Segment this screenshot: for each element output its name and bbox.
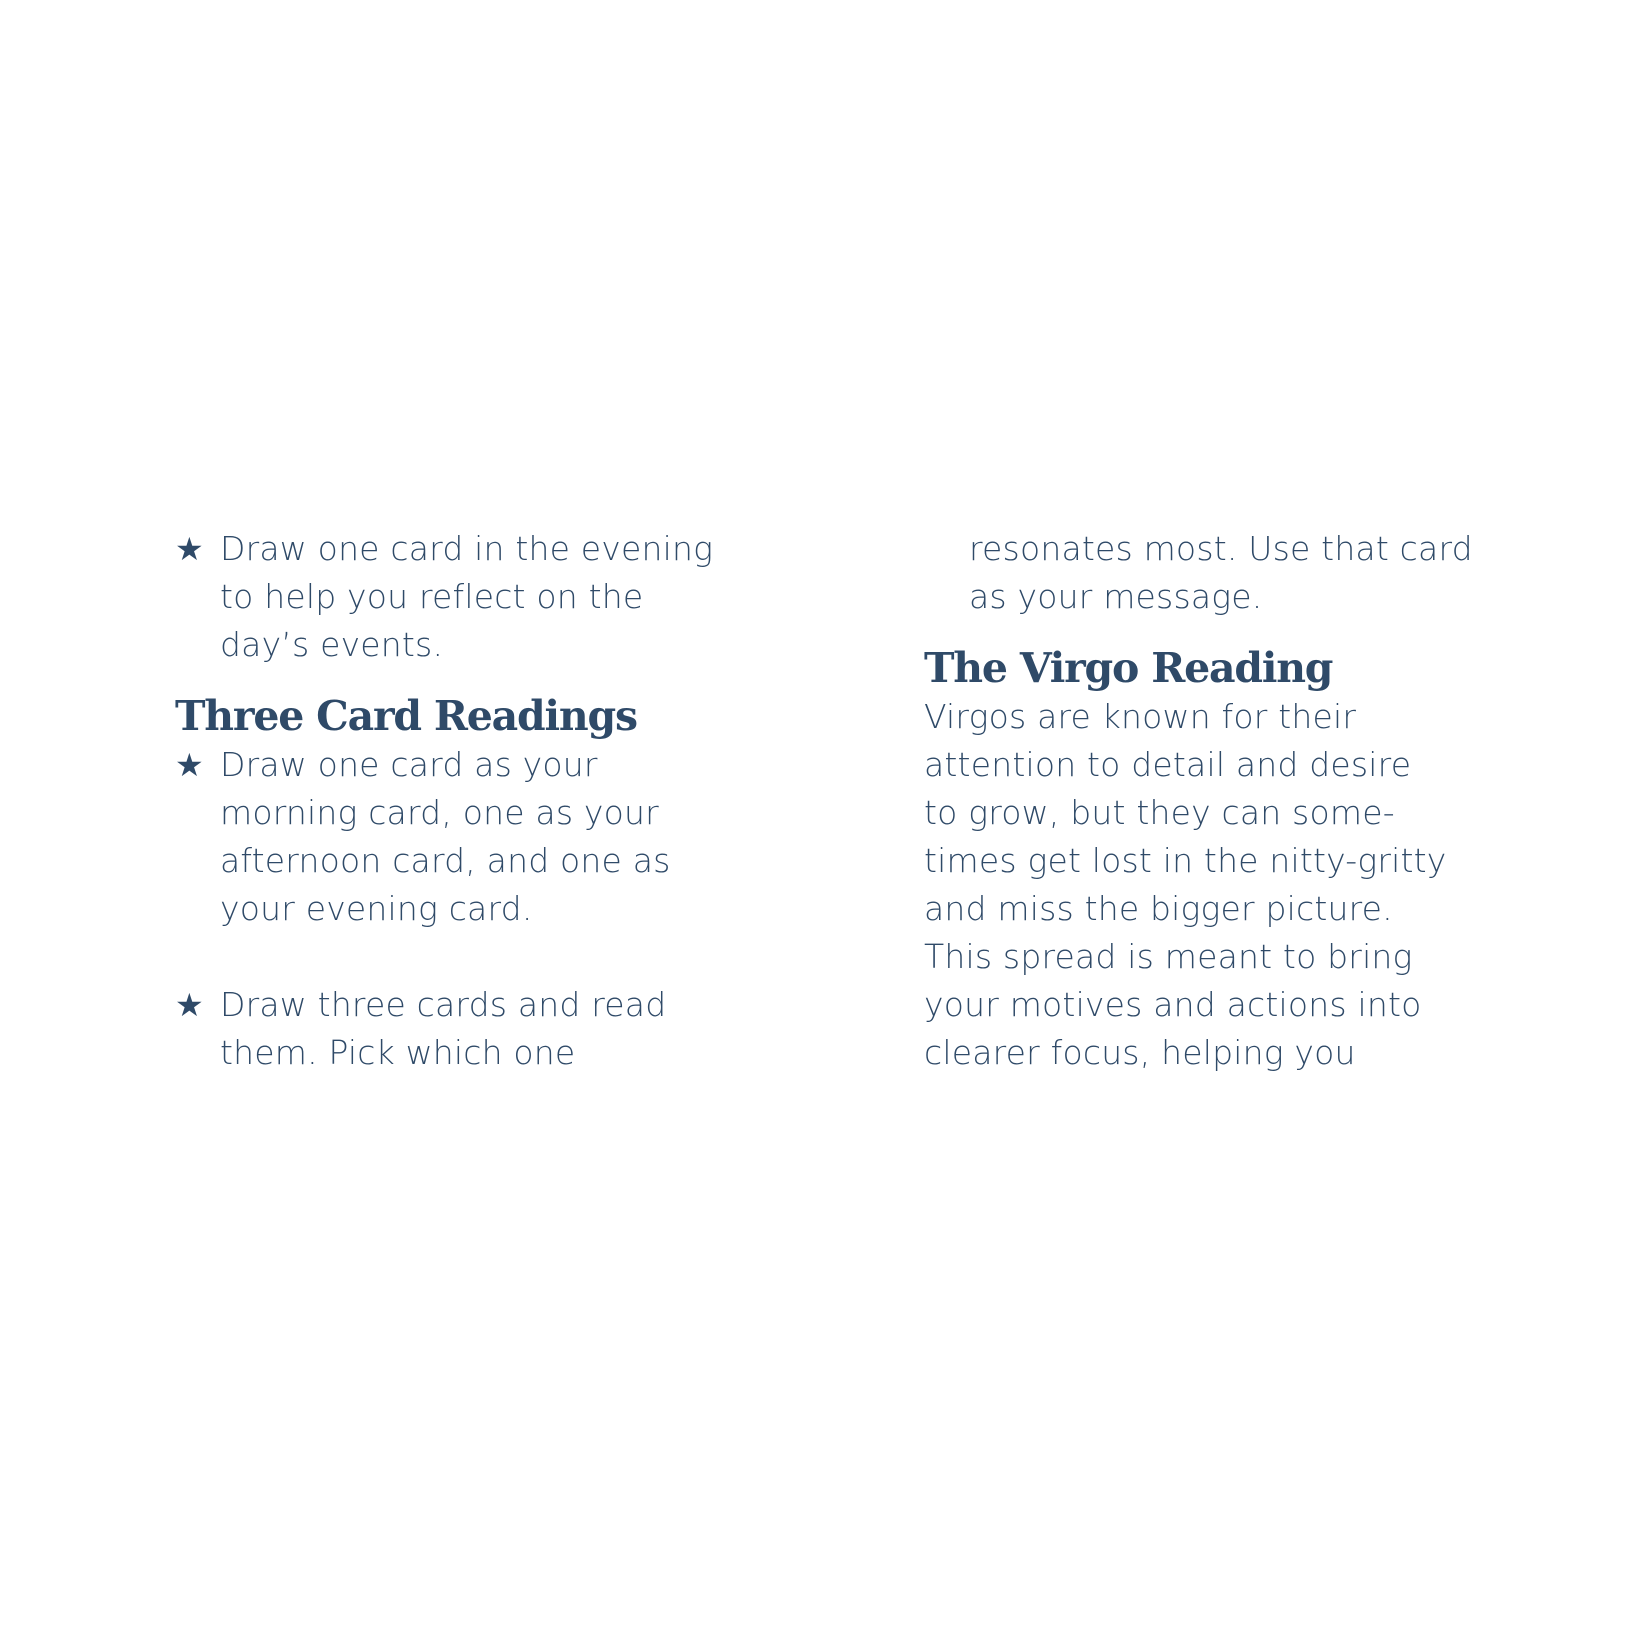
paragraph-line: attention to detail and desire [924,745,1412,784]
star-bullet-icon: ★ [175,531,204,567]
bullet-text-line: them. Pick which one [220,1033,576,1072]
bullet-item-morning-afternoon-evening [175,741,735,933]
star-bullet-icon: ★ [175,747,204,783]
bullet-text-line: Draw one card as your [220,745,598,784]
spacer [175,933,735,981]
paragraph-line: times get lost in the nitty-gritty [924,841,1447,880]
bullet-item-evening-card [175,525,735,669]
bullet-text-line: as your message. [969,577,1263,616]
left-column [175,525,735,1077]
bullet-text-line: afternoon card, and one as [220,841,671,880]
bullet-text-line: resonates most. Use that card [969,529,1473,568]
bullet-text-line: day’s events. [220,625,444,664]
bullet-text-line: Draw one card in the evening [220,529,714,568]
star-bullet-icon: ★ [175,987,204,1023]
bullet-text-line: your evening card. [220,889,533,928]
virgo-paragraph [924,693,1484,1077]
paragraph-line: your motives and actions into [924,985,1422,1024]
paragraph-line: clearer focus, helping you [924,1033,1356,1072]
bullet-text-line: to help you reflect on the [220,577,644,616]
spacer [924,621,1484,643]
bullet-text-line: Draw three cards and read [220,985,667,1024]
bullet-text-line: morning card, one as your [220,793,659,832]
right-column [924,525,1484,1077]
paragraph-line: This spread is meant to bring [924,937,1413,976]
paragraph-line: to grow, but they can some- [924,793,1395,832]
section-heading-three-card-readings: Three Card Readings [175,692,637,740]
spacer [175,669,735,691]
paragraph-line: and miss the bigger picture. [924,889,1393,928]
bullet-item-three-cards [175,981,735,1077]
section-heading-virgo-reading: The Virgo Reading [924,644,1333,692]
paragraph-line: Virgos are known for their [924,697,1357,736]
continued-bullet-text [924,525,1484,621]
